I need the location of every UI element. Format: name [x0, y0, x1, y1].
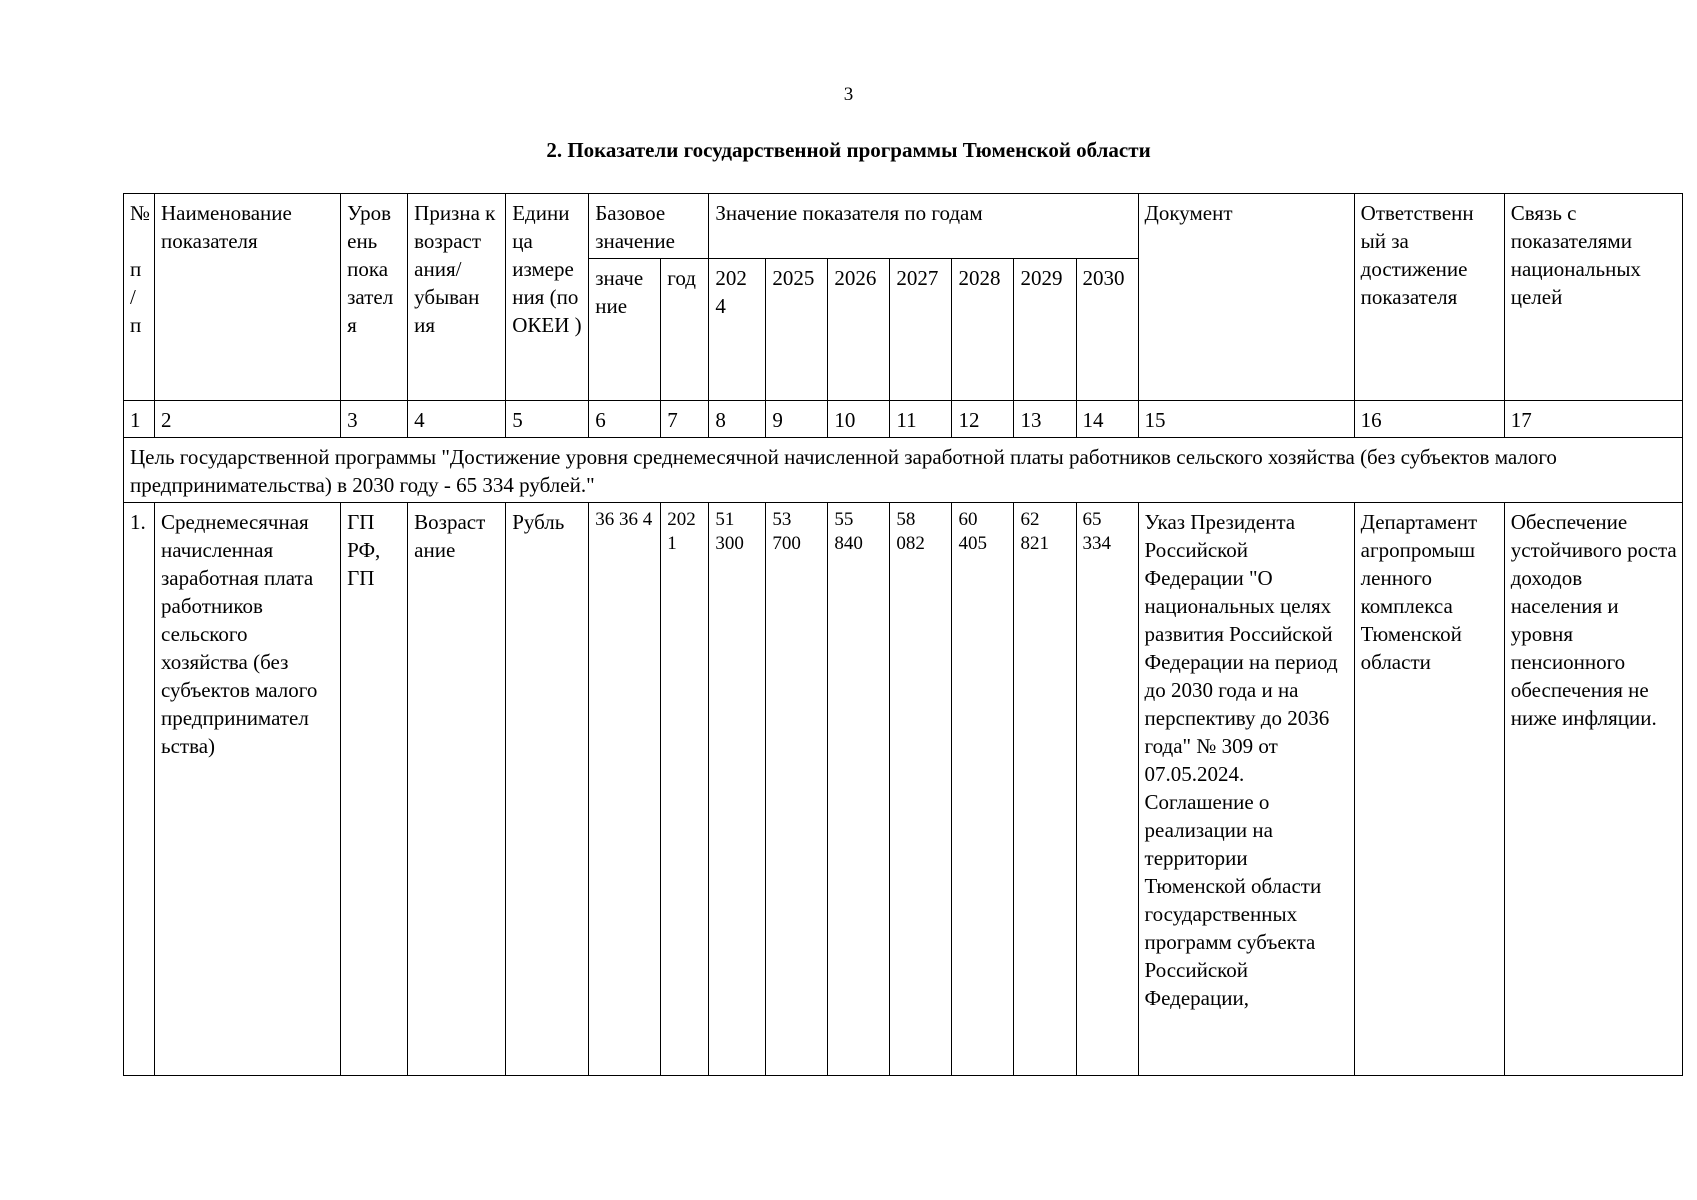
- column-number: 11: [890, 401, 952, 438]
- column-number: 10: [828, 401, 890, 438]
- column-number: 17: [1504, 401, 1682, 438]
- column-number: 6: [589, 401, 661, 438]
- table-row: [124, 503, 1683, 1076]
- value-2030: 65 334: [1076, 503, 1138, 1076]
- header-base-year: год: [661, 259, 709, 401]
- indicator-document: Указ Президента Российской Федерации "О национальных целях развития Российской Федерации на период до 2030 года и на перспективу до 2036 года" № 309 от 07.05.2024. Соглашение о реализации на территории Тюменской области государственных программ субъекта Российской Федерации,: [1138, 503, 1354, 1076]
- column-number: 5: [506, 401, 589, 438]
- header-year-2024: 202 4: [709, 259, 766, 401]
- column-number: 15: [1138, 401, 1354, 438]
- header-year-2027: 2027: [890, 259, 952, 401]
- header-unit: Едини ца измере ния (по ОКЕИ ): [506, 194, 589, 401]
- indicator-unit: Рубль: [506, 503, 589, 1076]
- column-number: 9: [766, 401, 828, 438]
- header-name: Наименование показателя: [155, 194, 341, 401]
- header-row-1: [124, 194, 1683, 259]
- column-number: 2: [155, 401, 341, 438]
- page-number: 3: [843, 84, 854, 105]
- header-year-2025: 2025: [766, 259, 828, 401]
- header-base: Базовое значение: [589, 194, 709, 259]
- header-year-2029: 2029: [1014, 259, 1076, 401]
- indicator-level: ГП РФ, ГП: [341, 503, 408, 1076]
- header-link: Связь с показателями национальных целей: [1504, 194, 1682, 401]
- header-responsible: Ответственн ый за достижение показателя: [1354, 194, 1504, 401]
- indicator-responsible: Департамент агропромыш ленного комплекса Тюменской области: [1354, 503, 1504, 1076]
- column-number: 7: [661, 401, 709, 438]
- value-2028: 60 405: [952, 503, 1014, 1076]
- indicator-name: Среднемесячная начисленная заработная плата работников сельского хозяйства (без субъектов малого предпринимател ьства): [155, 503, 341, 1076]
- indicators-table: [123, 193, 1683, 1076]
- value-2025: 53 700: [766, 503, 828, 1076]
- column-number: 16: [1354, 401, 1504, 438]
- document-title: 2. Показатели государственной программы Тюменской области: [546, 138, 1151, 162]
- column-number: 14: [1076, 401, 1138, 438]
- column-number: 4: [408, 401, 506, 438]
- value-2024: 51 300: [709, 503, 766, 1076]
- header-trend: Призна к возраст ания/ убыван ия: [408, 194, 506, 401]
- header-year-2028: 2028: [952, 259, 1014, 401]
- column-numbers-row: [124, 401, 1683, 438]
- header-year-2026: 2026: [828, 259, 890, 401]
- column-number: 13: [1014, 401, 1076, 438]
- goal-row: [124, 438, 1683, 503]
- value-2027: 58 082: [890, 503, 952, 1076]
- header-num: № п / п: [124, 194, 155, 401]
- header-document: Документ: [1138, 194, 1354, 401]
- row-num: 1.: [124, 503, 155, 1076]
- value-2029: 62 821: [1014, 503, 1076, 1076]
- base-year: 202 1: [661, 503, 709, 1076]
- header-base-value: значе ние: [589, 259, 661, 401]
- column-number: 12: [952, 401, 1014, 438]
- header-years-group: Значение показателя по годам: [709, 194, 1138, 259]
- column-number: 1: [124, 401, 155, 438]
- indicator-national-goal-link: Обеспечение устойчивого роста доходов населения и уровня пенсионного обеспечения не ниже инфляции.: [1504, 503, 1682, 1076]
- program-goal: Цель государственной программы "Достижение уровня среднемесячной начисленной заработной платы работников сельского хозяйства (без субъектов малого предпринимательства) в 2030 году - 65 334 рублей.": [124, 438, 1683, 503]
- column-number: 3: [341, 401, 408, 438]
- column-number: 8: [709, 401, 766, 438]
- value-2026: 55 840: [828, 503, 890, 1076]
- header-year-2030: 2030: [1076, 259, 1138, 401]
- base-value: 36 36 4: [589, 503, 661, 1076]
- indicator-trend: Возраст ание: [408, 503, 506, 1076]
- header-level: Уров ень пока зател я: [341, 194, 408, 401]
